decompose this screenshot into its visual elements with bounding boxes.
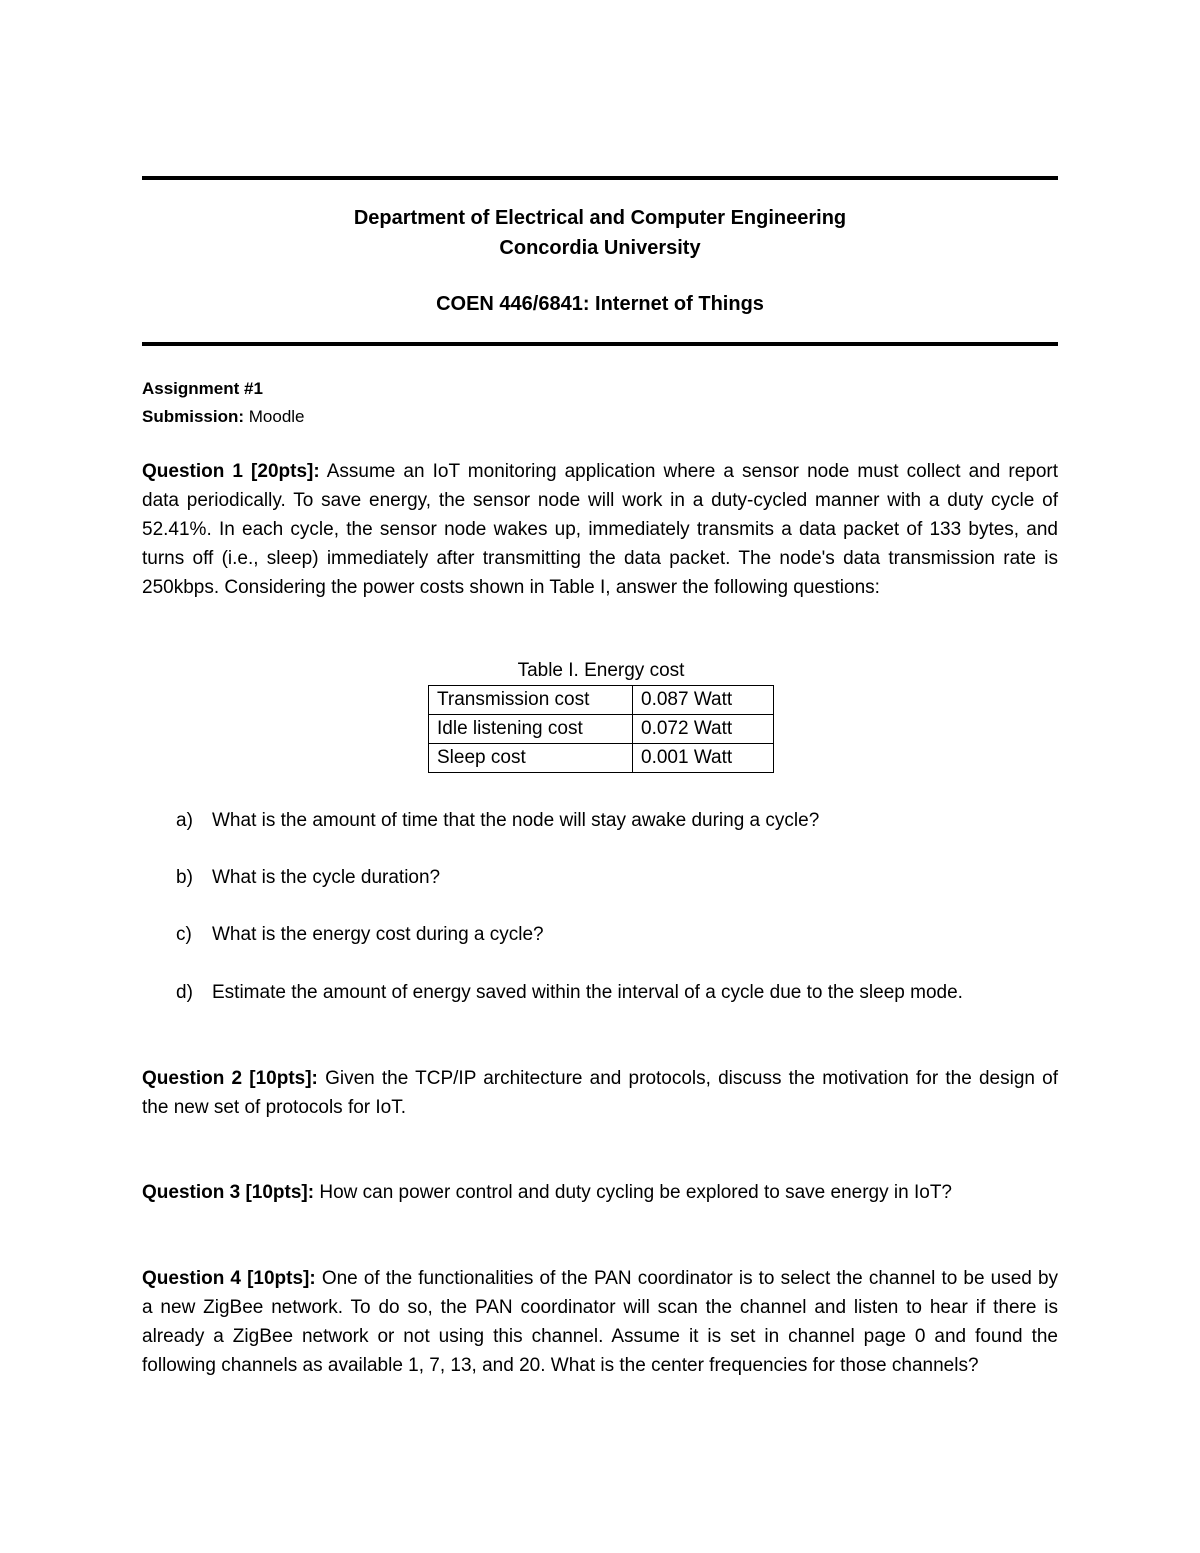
table-cell-label: Idle listening cost [429,715,633,744]
question-4 [142,1264,1058,1380]
question-4-text: One of the functionalities of the PAN coordinator is to select the channel to be used by a new ZigBee network. To do so, the PAN coordinator will scan the channel and listen to hear if there is already a ZigBee network or not using this channel. Assume it is set in channel page 0 and found the following channels as available 1, 7, 13, and 20. What is the center frequencies for those channels? [142,1268,1059,1376]
table-row [429,744,774,773]
university-title: Concordia University [499,237,701,259]
question-2-lead: Question 2 [10pts]: [142,1068,318,1089]
submission-value: Moodle [248,407,305,426]
question-2 [142,1064,1058,1122]
question-3 [142,1178,1058,1207]
table-cell-label: Sleep cost [429,744,633,773]
question-3-lead: Question 3 [10pts]: [142,1182,315,1203]
subquestion-text: Estimate the amount of energy saved within the interval of a cycle due to the sleep mode. [212,982,963,1003]
document-page [142,0,1058,1553]
question-4-lead: Question 4 [10pts]: [142,1268,316,1289]
energy-cost-table [428,685,774,773]
table-row [429,715,774,744]
table-cell-value: 0.072 Watt [633,715,774,744]
table-caption: Table I. Energy cost [517,660,685,681]
assignment-label [142,377,263,401]
assignment-number: Assignment #1 [142,379,263,398]
table-cell-value: 0.001 Watt [633,744,774,773]
question-1-lead: Question 1 [20pts]: [142,461,320,482]
department-title: Department of Electrical and Computer Engineering [353,207,847,229]
table-cell-value: 0.087 Watt [633,686,774,715]
subquestion-text: What is the cycle duration? [212,867,441,888]
course-title: COEN 446/6841: Internet of Things [436,293,764,315]
subquestion-letter: d) [176,982,193,1003]
question-2-text: Given the TCP/IP architecture and protocols, discuss the motivation for the design of the new set of protocols for IoT. [142,1068,1059,1118]
submission-line [142,405,305,429]
table-cell-label: Transmission cost [429,686,633,715]
subquestion-letter: b) [176,867,193,888]
header-bottom-rule [142,342,1058,346]
question-3-text: How can power control and duty cycling be explored to save energy in IoT? [319,1182,952,1203]
subquestion-letter: c) [176,924,192,945]
subquestion-letter: a) [176,810,193,831]
subquestion-text: What is the amount of time that the node will stay awake during a cycle? [212,810,820,831]
table-row [429,686,774,715]
question-1 [142,457,1058,602]
question-1-text: Assume an IoT monitoring application where a sensor node must collect and report data periodically. To save energy, the sensor node will work in a duty-cycled manner with a duty cycle of 52.41%. In each cycle, the sensor node wakes up, immediately transmits a data packet of 133 bytes, and turns off (i.e., sleep) immediately after transmitting the data packet. The node's data transmission rate is 250kbps. Considering the power costs shown in Table I, answer the following questions: [142,461,1059,598]
header-top-rule [142,176,1058,180]
submission-label: Submission: [142,407,245,426]
subquestion-text: What is the energy cost during a cycle? [212,924,544,945]
